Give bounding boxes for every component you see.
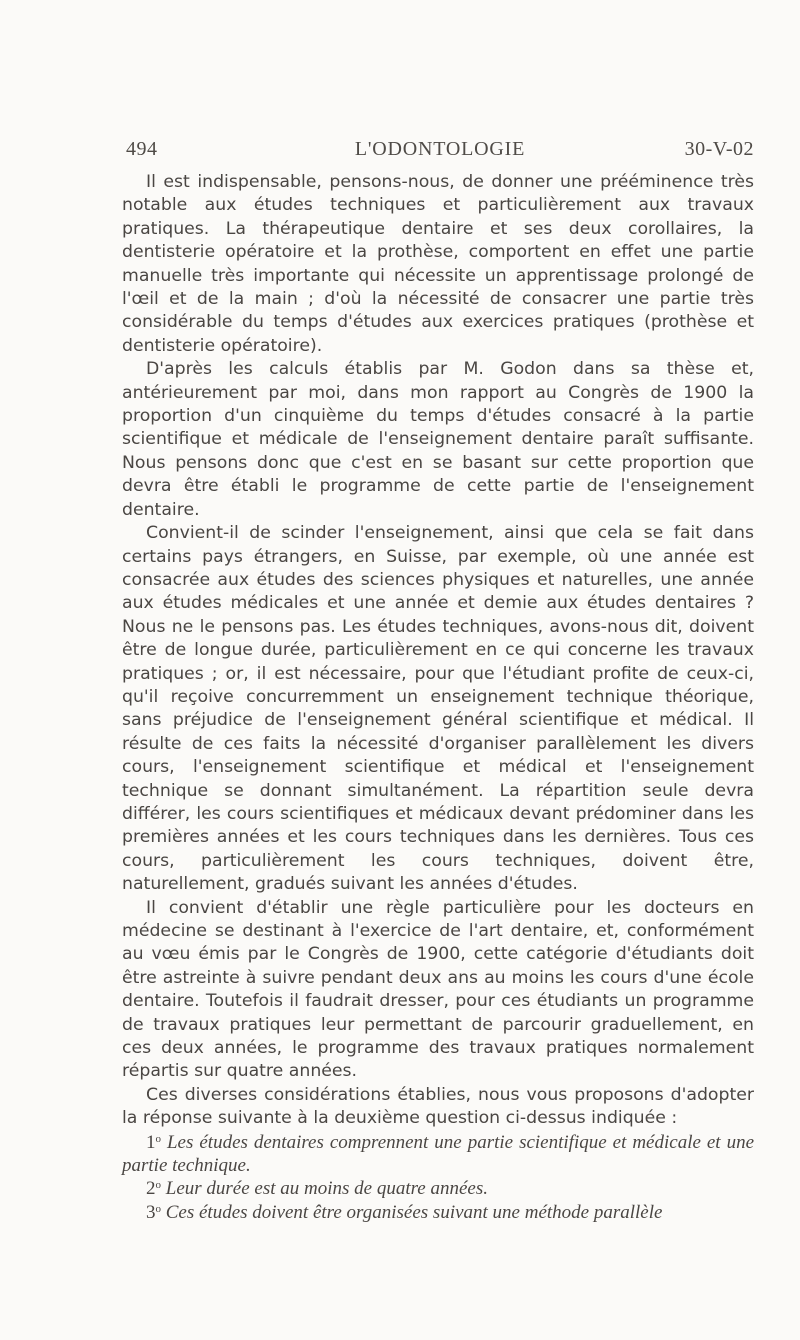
article-body	[122, 171, 754, 1224]
proposition-text: Leur durée est au moins de quatre années.	[165, 1178, 488, 1200]
paragraph: D'après les calculs établis par M. Godon dans sa thèse et, antérieurement par moi, dans mon rapport au Congrès de 1900 la proportion d'un cinquième du temps d'études consacré à la partie scientifique et médicale de l'enseignement dentaire paraît suffisante. Nous pensons donc que c'est en se basant sur cette proportion que devra être établi le programme de cette partie de l'enseignement dentaire.	[122, 359, 754, 520]
proposition-text: Les études dentaires comprennent une partie scientifique et médicale et une partie technique.	[122, 1131, 754, 1177]
proposition-item	[122, 1177, 754, 1200]
journal-title: L'ODONTOLOGIE	[354, 138, 526, 160]
paragraph: Il convient d'établir une règle particulière pour les docteurs en médecine se destinant à l'exercice de l'art dentaire, et, conformément au vœu émis par le Congrès de 1900, cette catégorie d'étudiants doit être astreinte à suivre pendant deux ans au moins les cours d'une école dentaire. Toutefois il faudrait dresser, pour ces étudiants un programme de travaux pratiques leur permettant de parcourir graduellement, en ces deux années, le programme des travaux pratiques normalement répartis sur quatre années.	[122, 897, 754, 1082]
paragraph: Convient-il de scinder l'enseignement, ainsi que cela se fait dans certains pays étrangers, en Suisse, par exemple, où une année est consacrée aux études des sciences physiques et naturelles, une année aux études médicales et une année et demie aux études dentaires ? Nous ne le pensons pas. Les études techniques, avons-nous dit, doivent être de longue durée, particulièrement en ce qui concerne les travaux pratiques ; or, il est nécessaire, pour que l'étudiant profite de ceux-ci, qu'il reçoive concurremment un enseignement technique théorique, sans préjudice de l'enseignement général scientifique et médical. Il résulte de ces faits la nécessité d'organiser parallèlement les divers cours, l'enseignement scientifique et médical et l'enseignement technique se donnant simultanément. La répartition seule devra différer, les cours scientifiques et médicaux devant prédominer dans les premières années et les cours techniques dans les dernières. Tous ces cours, particulièrement les cours techniques, doivent être, naturellement, gradués suivant les années d'études.	[122, 523, 754, 895]
proposition-item	[122, 1131, 754, 1178]
proposition-item	[122, 1201, 754, 1224]
paragraph: Ces diverses considérations établies, nous vous proposons d'adopter la réponse suivante à la deuxième question ci-dessus indiquée :	[122, 1084, 754, 1129]
running-head	[126, 138, 754, 168]
issue-date: 30-V-02	[684, 138, 754, 160]
proposition-text: Ces études doivent être organisées suivant une méthode parallèle	[165, 1201, 663, 1223]
proposition-number: 2$^o$	[146, 1178, 161, 1200]
paragraph: Il est indispensable, pensons-nous, de donner une prééminence très notable aux études techniques et particulièrement aux travaux pratiques. La thérapeutique dentaire et ses deux corollaires, la dentisterie opératoire et la prothèse, comportent en effet une partie manuelle très importante qui nécessite un apprentissage prolongé de l'œil et de la main ; d'où la nécessité de consacrer une partie très considérable du temps d'études aux exercices pratiques (prothèse et dentisterie opératoire).	[122, 172, 754, 356]
proposition-number: 3$^o$	[146, 1201, 161, 1223]
proposition-number: 1$^o$	[146, 1131, 161, 1153]
page-number: 494	[126, 138, 158, 160]
